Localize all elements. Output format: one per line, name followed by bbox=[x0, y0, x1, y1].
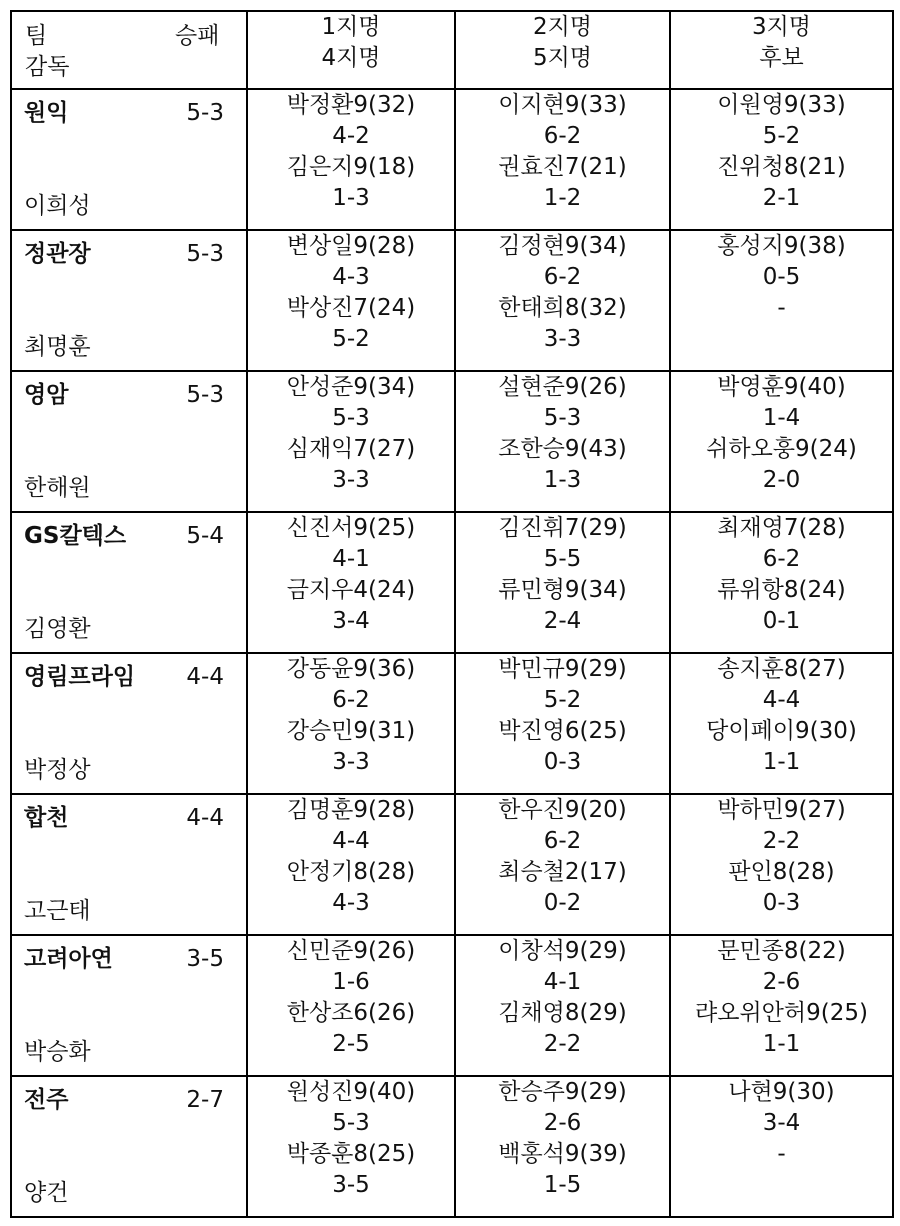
pick-record-primary: 2-6 bbox=[543, 1110, 582, 1136]
team-coach: 박정상 bbox=[24, 757, 91, 783]
roster-table bbox=[10, 10, 894, 1218]
team-coach: 양건 bbox=[24, 1180, 69, 1206]
team-coach: 최명훈 bbox=[24, 334, 91, 360]
team-coach: 고근태 bbox=[24, 898, 91, 924]
pick-player-primary: 안성준9(34) bbox=[286, 374, 416, 400]
pick-record-secondary bbox=[671, 324, 892, 355]
team-name: 영암 bbox=[24, 382, 69, 408]
pick-player-secondary: 김은지9(18) bbox=[286, 154, 416, 180]
team-record: 2-7 bbox=[186, 1087, 224, 1113]
pick-player-primary: 박민규9(29) bbox=[498, 656, 627, 682]
team-cell bbox=[11, 371, 247, 512]
team-cell bbox=[11, 1076, 247, 1217]
header-pick1-label: 1지명 bbox=[321, 14, 381, 40]
pick-2-5-cell bbox=[455, 1076, 670, 1217]
pick-player-primary: 송지훈8(27) bbox=[717, 656, 846, 682]
pick-record-secondary: 1-3 bbox=[543, 467, 582, 493]
pick-1-4-cell bbox=[247, 1076, 455, 1217]
pick-record-secondary: 4-3 bbox=[332, 890, 370, 916]
pick-3-reserve-cell bbox=[670, 653, 893, 794]
team-record: 4-4 bbox=[186, 805, 224, 831]
pick-record-primary: 6-2 bbox=[332, 687, 370, 713]
pick-record-primary: 6-2 bbox=[543, 123, 582, 149]
pick-2-5-cell bbox=[455, 230, 670, 371]
header-win-loss-label: 승패 bbox=[175, 23, 220, 49]
pick-player-primary: 문민종8(22) bbox=[717, 938, 846, 964]
team-cell bbox=[11, 512, 247, 653]
pick-record-primary: 2-2 bbox=[762, 828, 801, 854]
pick-record-primary: 4-4 bbox=[332, 828, 370, 854]
team-name: 영림프라임 bbox=[24, 664, 136, 690]
pick-player-secondary: 안정기8(28) bbox=[286, 859, 416, 885]
pick-player-secondary: 강승민9(31) bbox=[286, 718, 416, 744]
pick-record-primary: 6-2 bbox=[762, 546, 801, 572]
header-team-cell bbox=[11, 11, 247, 89]
pick-2-5-cell bbox=[455, 89, 670, 230]
pick-record-secondary: 1-5 bbox=[543, 1172, 582, 1198]
pick-record-secondary: 2-2 bbox=[543, 1031, 582, 1057]
team-cell bbox=[11, 89, 247, 230]
pick-player-primary: 신민준9(26) bbox=[286, 938, 416, 964]
pick-record-secondary: 3-3 bbox=[332, 749, 370, 775]
team-record: 4-4 bbox=[186, 664, 224, 690]
pick-record-primary: 3-4 bbox=[762, 1110, 801, 1136]
pick-record-secondary: 3-3 bbox=[543, 326, 582, 352]
team-record: 5-3 bbox=[186, 100, 224, 126]
pick-player-primary: 김정현9(34) bbox=[498, 233, 627, 259]
pick-3-reserve-cell bbox=[670, 230, 893, 371]
pick-player-secondary: 류민형9(34) bbox=[498, 577, 627, 603]
pick-record-primary: 2-6 bbox=[762, 969, 801, 995]
pick-player-primary: 신진서9(25) bbox=[286, 515, 416, 541]
header-pick3-cell bbox=[670, 11, 893, 89]
team-coach: 김영환 bbox=[24, 616, 91, 642]
team-row bbox=[11, 1076, 893, 1217]
header-pick2-cell bbox=[455, 11, 670, 89]
pick-record-secondary: 2-1 bbox=[762, 185, 801, 211]
pick-record-primary: 6-2 bbox=[543, 828, 582, 854]
team-row bbox=[11, 794, 893, 935]
pick-record-primary: 6-2 bbox=[543, 264, 582, 290]
pick-player-primary: 박영훈9(40) bbox=[717, 374, 846, 400]
pick-player-secondary: 쉬하오훙9(24) bbox=[706, 436, 857, 462]
pick-2-5-cell bbox=[455, 935, 670, 1076]
pick-player-primary: 한승주9(29) bbox=[498, 1079, 627, 1105]
team-name: 합천 bbox=[24, 805, 69, 831]
pick-record-secondary: 3-4 bbox=[332, 608, 370, 634]
team-record: 3-5 bbox=[186, 946, 224, 972]
pick-player-secondary: 금지우4(24) bbox=[286, 577, 416, 603]
pick-record-secondary: 3-5 bbox=[332, 1172, 370, 1198]
pick-player-secondary: 류위항8(24) bbox=[717, 577, 846, 603]
team-row bbox=[11, 371, 893, 512]
pick-record-secondary: 0-1 bbox=[762, 608, 801, 634]
pick-player-secondary: 박진영6(25) bbox=[498, 718, 627, 744]
pick-1-4-cell bbox=[247, 230, 455, 371]
pick-record-secondary: 3-3 bbox=[332, 467, 370, 493]
pick-player-secondary: 랴오위안허9(25) bbox=[695, 1000, 868, 1026]
pick-player-secondary: 판인8(28) bbox=[728, 859, 835, 885]
team-row bbox=[11, 230, 893, 371]
pick-player-primary: 홍성지9(38) bbox=[717, 233, 846, 259]
pick-player-primary: 김명훈9(28) bbox=[286, 797, 416, 823]
pick-record-secondary: 0-2 bbox=[543, 890, 582, 916]
pick-player-primary: 원성진9(40) bbox=[286, 1079, 416, 1105]
pick-player-secondary: 박종훈8(25) bbox=[286, 1141, 416, 1167]
header-coach-label: 감독 bbox=[25, 54, 70, 80]
pick-record-primary: 5-2 bbox=[543, 687, 582, 713]
header-row bbox=[11, 11, 893, 89]
pick-1-4-cell bbox=[247, 371, 455, 512]
pick-1-4-cell bbox=[247, 89, 455, 230]
pick-record-primary: 5-3 bbox=[332, 1110, 370, 1136]
team-coach: 한해원 bbox=[24, 475, 91, 501]
pick-player-secondary: 한태희8(32) bbox=[498, 295, 627, 321]
pick-2-5-cell bbox=[455, 653, 670, 794]
pick-player-primary: 나현9(30) bbox=[728, 1079, 835, 1105]
pick-player-secondary: 최승철2(17) bbox=[498, 859, 627, 885]
pick-record-primary: 5-2 bbox=[762, 123, 801, 149]
pick-1-4-cell bbox=[247, 935, 455, 1076]
header-pick5-label: 5지명 bbox=[532, 45, 593, 71]
pick-player-secondary: 백홍석9(39) bbox=[498, 1141, 627, 1167]
team-row bbox=[11, 653, 893, 794]
pick-record-primary: 4-3 bbox=[332, 264, 370, 290]
header-pick4-label: 4지명 bbox=[321, 45, 381, 71]
pick-record-secondary: 1-3 bbox=[332, 185, 370, 211]
pick-player-secondary: 조한승9(43) bbox=[498, 436, 627, 462]
team-row bbox=[11, 89, 893, 230]
team-cell bbox=[11, 935, 247, 1076]
team-coach: 박승화 bbox=[24, 1039, 91, 1065]
pick-3-reserve-cell bbox=[670, 794, 893, 935]
team-row bbox=[11, 935, 893, 1076]
pick-2-5-cell bbox=[455, 794, 670, 935]
pick-record-secondary: 1-2 bbox=[543, 185, 582, 211]
pick-3-reserve-cell bbox=[670, 371, 893, 512]
pick-record-secondary: 0-3 bbox=[762, 890, 801, 916]
pick-record-primary: 5-3 bbox=[543, 405, 582, 431]
pick-player-primary: 김진휘7(29) bbox=[498, 515, 627, 541]
pick-record-primary: 0-5 bbox=[762, 264, 801, 290]
pick-player-primary: 설현준9(26) bbox=[498, 374, 627, 400]
pick-record-secondary bbox=[671, 1170, 892, 1201]
team-name: 원익 bbox=[24, 100, 69, 126]
header-reserve-label: 후보 bbox=[759, 45, 804, 71]
team-cell bbox=[11, 230, 247, 371]
pick-record-secondary: 1-1 bbox=[762, 749, 801, 775]
pick-1-4-cell bbox=[247, 512, 455, 653]
team-record: 5-4 bbox=[186, 523, 224, 549]
team-name: GS칼텍스 bbox=[24, 523, 127, 549]
team-record: 5-3 bbox=[186, 241, 224, 267]
pick-player-primary: 박하민9(27) bbox=[717, 797, 846, 823]
roster-body bbox=[11, 89, 893, 1217]
pick-record-primary: 4-4 bbox=[762, 687, 801, 713]
pick-player-secondary: 심재익7(27) bbox=[286, 436, 416, 462]
pick-record-secondary: 2-4 bbox=[543, 608, 582, 634]
pick-record-primary: 4-2 bbox=[332, 123, 370, 149]
header-pick2-label: 2지명 bbox=[532, 14, 593, 40]
pick-player-primary: 최재영7(28) bbox=[717, 515, 846, 541]
pick-player-secondary: 진위청8(21) bbox=[717, 154, 846, 180]
pick-player-secondary: 김채영8(29) bbox=[498, 1000, 627, 1026]
pick-1-4-cell bbox=[247, 794, 455, 935]
pick-record-secondary: 1-1 bbox=[762, 1031, 801, 1057]
pick-record-primary: 5-5 bbox=[543, 546, 582, 572]
team-name: 정관장 bbox=[24, 241, 91, 267]
pick-player-primary: 이원영9(33) bbox=[717, 92, 846, 118]
pick-record-primary: 1-4 bbox=[762, 405, 801, 431]
pick-2-5-cell bbox=[455, 512, 670, 653]
pick-player-primary: 이창석9(29) bbox=[498, 938, 627, 964]
pick-player-primary: 박정환9(32) bbox=[286, 92, 416, 118]
pick-1-4-cell bbox=[247, 653, 455, 794]
pick-3-reserve-cell bbox=[670, 1076, 893, 1217]
pick-3-reserve-cell bbox=[670, 512, 893, 653]
pick-record-secondary: 0-3 bbox=[543, 749, 582, 775]
pick-player-secondary: 당이페이9(30) bbox=[706, 718, 857, 744]
pick-record-secondary: 2-0 bbox=[762, 467, 801, 493]
team-name: 고려아연 bbox=[24, 946, 113, 972]
header-pick1-cell bbox=[247, 11, 455, 89]
pick-player-secondary: - bbox=[777, 1141, 786, 1167]
header-team-label: 팀 bbox=[25, 23, 48, 49]
pick-record-secondary: 2-5 bbox=[332, 1031, 370, 1057]
pick-player-primary: 한우진9(20) bbox=[498, 797, 627, 823]
pick-player-secondary: - bbox=[777, 295, 786, 321]
team-row bbox=[11, 512, 893, 653]
pick-record-primary: 4-1 bbox=[543, 969, 582, 995]
pick-record-primary: 4-1 bbox=[332, 546, 370, 572]
pick-3-reserve-cell bbox=[670, 89, 893, 230]
pick-2-5-cell bbox=[455, 371, 670, 512]
pick-player-primary: 이지현9(33) bbox=[498, 92, 627, 118]
pick-player-primary: 강동윤9(36) bbox=[286, 656, 416, 682]
pick-player-secondary: 권효진7(21) bbox=[498, 154, 627, 180]
team-coach: 이희성 bbox=[24, 193, 91, 219]
team-name: 전주 bbox=[24, 1087, 69, 1113]
pick-record-primary: 1-6 bbox=[332, 969, 370, 995]
team-cell bbox=[11, 794, 247, 935]
pick-record-secondary: 5-2 bbox=[332, 326, 370, 352]
team-cell bbox=[11, 653, 247, 794]
pick-player-secondary: 한상조6(26) bbox=[286, 1000, 416, 1026]
pick-player-secondary: 박상진7(24) bbox=[286, 295, 416, 321]
pick-player-primary: 변상일9(28) bbox=[286, 233, 416, 259]
team-record: 5-3 bbox=[186, 382, 224, 408]
pick-record-primary: 5-3 bbox=[332, 405, 370, 431]
pick-3-reserve-cell bbox=[670, 935, 893, 1076]
header-pick3-label: 3지명 bbox=[751, 14, 812, 40]
